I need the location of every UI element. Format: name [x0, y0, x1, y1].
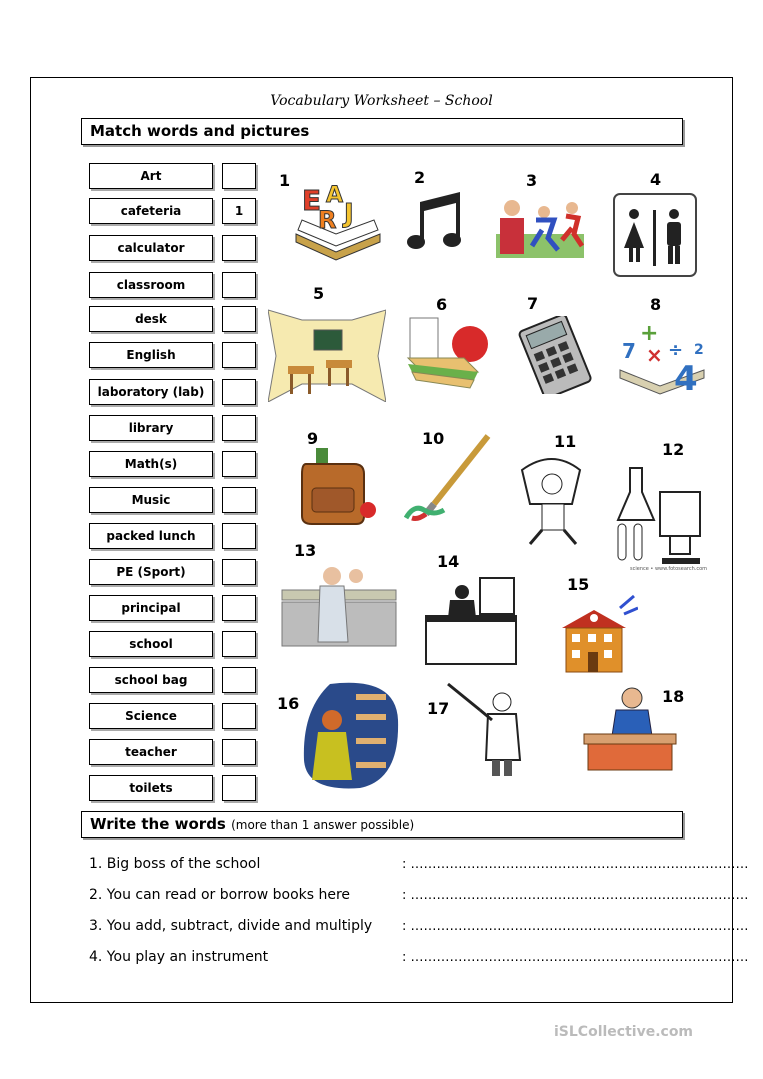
word-box: toilets — [89, 775, 213, 801]
word-box: laboratory (lab) — [89, 379, 213, 405]
teacher-icon — [446, 680, 538, 780]
answer-box[interactable] — [222, 739, 256, 765]
svg-text:R: R — [318, 206, 337, 234]
science-lab-icon — [616, 462, 710, 570]
answer-box[interactable] — [222, 703, 256, 729]
word-box: Math(s) — [89, 451, 213, 477]
desk-icon — [562, 680, 700, 778]
word-box: school bag — [89, 667, 213, 693]
answer-box[interactable] — [222, 342, 256, 368]
word-box: PE (Sport) — [89, 559, 213, 585]
word-box: Art — [89, 163, 213, 189]
picture-number: 4 — [650, 170, 662, 189]
teacher-desk-icon — [424, 574, 518, 668]
math-book-icon — [616, 318, 708, 396]
picture-number: 9 — [307, 429, 319, 448]
word-box: principal — [89, 595, 213, 621]
answer-box[interactable] — [222, 667, 256, 693]
picture-number: 13 — [294, 541, 317, 560]
answer-line[interactable]: : …………………………………………………………………… — [402, 950, 749, 965]
answer-box[interactable] — [222, 379, 256, 405]
answer-line[interactable]: : …………………………………………………………………… — [402, 888, 749, 903]
toilets-icon — [612, 192, 698, 278]
photo-credit: science • www.fotosearch.com — [630, 566, 708, 570]
word-box: cafeteria — [89, 198, 213, 224]
svg-text:J: J — [344, 199, 354, 229]
answer-box[interactable] — [222, 272, 256, 298]
answer-box[interactable]: 1 — [222, 198, 256, 224]
english-book-icon — [292, 172, 384, 262]
word-box: Music — [89, 487, 213, 513]
picture-number: 15 — [567, 575, 590, 594]
classroom-icon — [268, 306, 386, 402]
picture-number: 12 — [662, 440, 685, 459]
answer-box[interactable] — [222, 451, 256, 477]
pe-sport-icon — [496, 194, 584, 258]
svg-text:A: A — [326, 183, 344, 208]
word-box: classroom — [89, 272, 213, 298]
answer-box[interactable] — [222, 415, 256, 441]
svg-text:÷: ÷ — [668, 340, 684, 361]
picture-number: 16 — [277, 694, 300, 713]
answer-line[interactable]: : …………………………………………………………………… — [402, 857, 749, 872]
word-box: English — [89, 342, 213, 368]
picture-number: 3 — [526, 171, 538, 190]
picture-number: 14 — [437, 552, 460, 571]
picture-number: 8 — [650, 295, 662, 314]
school-bag-icon — [292, 444, 378, 530]
word-box: desk — [89, 306, 213, 332]
answer-box[interactable] — [222, 523, 256, 549]
picture-number: 17 — [427, 699, 450, 718]
picture-number: 1 — [279, 171, 291, 190]
picture-number: 18 — [662, 687, 685, 706]
picture-number: 2 — [414, 168, 426, 187]
svg-text:+: + — [640, 321, 659, 346]
question-text: 4. You play an instrument — [89, 949, 269, 965]
answer-box[interactable] — [222, 163, 256, 189]
principal-icon — [516, 452, 588, 548]
answer-box[interactable] — [222, 595, 256, 621]
answer-box[interactable] — [222, 775, 256, 801]
section-write-heading: Write the words (more than 1 answer possible) — [81, 811, 683, 838]
svg-text:×: × — [646, 343, 663, 367]
question-text: 2. You can read or borrow books here — [89, 887, 351, 903]
svg-text:4: 4 — [674, 359, 698, 396]
word-box: Science — [89, 703, 213, 729]
word-box: teacher — [89, 739, 213, 765]
answer-box[interactable] — [222, 559, 256, 585]
question-text: 3. You add, subtract, divide and multiply — [89, 918, 373, 934]
answer-line[interactable]: : …………………………………………………………………… — [402, 919, 749, 934]
svg-text:E: E — [302, 184, 322, 217]
answer-box[interactable] — [222, 235, 256, 261]
word-box: library — [89, 415, 213, 441]
svg-text:2: 2 — [694, 342, 704, 358]
word-box: calculator — [89, 235, 213, 261]
word-box: school — [89, 631, 213, 657]
site-watermark: iSLCollective.com — [554, 1024, 694, 1040]
music-notes-icon — [404, 190, 468, 258]
answer-box[interactable] — [222, 487, 256, 513]
school-building-icon — [558, 592, 638, 676]
picture-number: 7 — [527, 294, 539, 313]
cafeteria-icon — [278, 562, 400, 654]
picture-number: 11 — [554, 432, 577, 451]
answer-box[interactable] — [222, 306, 256, 332]
svg-text:7: 7 — [622, 339, 636, 363]
word-box: packed lunch — [89, 523, 213, 549]
art-paintbrush-icon — [404, 434, 492, 522]
picture-number: 5 — [313, 284, 325, 303]
calculator-icon — [514, 316, 598, 394]
library-icon — [300, 680, 400, 792]
question-text: 1. Big boss of the school — [89, 856, 261, 872]
packed-lunch-icon — [404, 314, 490, 392]
worksheet-title: Vocabulary Worksheet – School — [270, 93, 493, 109]
picture-number: 10 — [422, 429, 445, 448]
picture-number: 6 — [436, 295, 448, 314]
answer-box[interactable] — [222, 631, 256, 657]
section-match-heading: Match words and pictures — [81, 118, 683, 145]
